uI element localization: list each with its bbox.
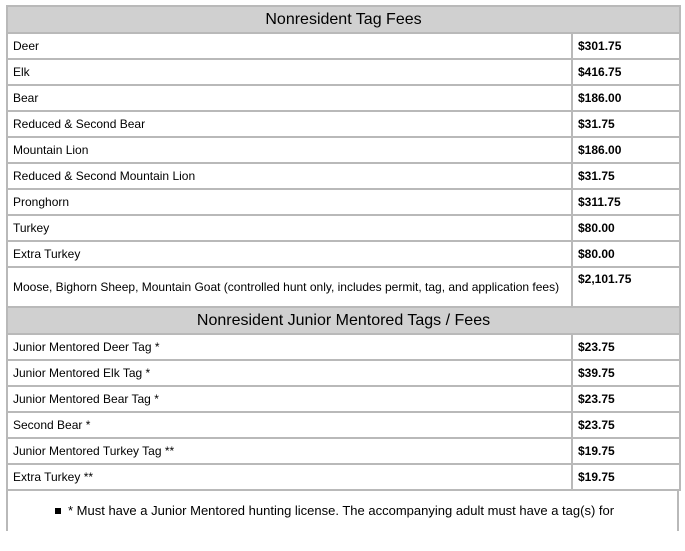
fee-price: $311.75 [572,189,680,215]
fee-price: $80.00 [572,241,680,267]
fee-price: $416.75 [572,59,680,85]
fee-name: Deer [7,33,572,59]
footnote-text: * Must have a Junior Mentored hunting license. The accompanying adult must have a tag(s) for [68,503,615,518]
fee-price: $31.75 [572,163,680,189]
fee-name: Junior Mentored Deer Tag * [7,334,572,360]
fees-document [6,5,679,531]
table-row [7,163,680,189]
table-row [7,137,680,163]
table-row [7,33,680,59]
fee-price: $39.75 [572,360,680,386]
table-row [7,85,680,111]
fee-name: Reduced & Second Mountain Lion [7,163,572,189]
fee-price: $23.75 [572,412,680,438]
fee-name: Junior Mentored Turkey Tag ** [7,438,572,464]
fee-price: $2,101.75 [572,267,680,307]
fee-price: $31.75 [572,111,680,137]
fee-name: Second Bear * [7,412,572,438]
bullet-icon [55,508,61,514]
fee-price: $23.75 [572,334,680,360]
table-row [7,464,680,490]
table-row [7,111,680,137]
section-header-row [7,6,680,33]
fee-name: Moose, Bighorn Sheep, Mountain Goat (controlled hunt only, includes permit, tag, and application fees) [7,267,572,307]
table-row [7,412,680,438]
table-row [7,360,680,386]
fee-name: Reduced & Second Bear [7,111,572,137]
fee-name: Mountain Lion [7,137,572,163]
fee-name: Extra Turkey [7,241,572,267]
table-row [7,189,680,215]
fee-price: $19.75 [572,464,680,490]
footnote-area [6,491,679,531]
fee-price: $186.00 [572,137,680,163]
fee-price: $23.75 [572,386,680,412]
fee-name: Junior Mentored Elk Tag * [7,360,572,386]
fee-name: Turkey [7,215,572,241]
fee-name: Pronghorn [7,189,572,215]
footnote [55,503,614,518]
fee-price: $301.75 [572,33,680,59]
fee-price: $19.75 [572,438,680,464]
table-row [7,215,680,241]
table-row [7,59,680,85]
fee-price: $186.00 [572,85,680,111]
fee-price: $80.00 [572,215,680,241]
section-title-nonresident-tag-fees: Nonresident Tag Fees [7,6,680,33]
fee-name: Bear [7,85,572,111]
table-row [7,438,680,464]
fees-table [6,5,681,491]
section-title-junior-mentored: Nonresident Junior Mentored Tags / Fees [7,307,680,334]
section-header-row [7,307,680,334]
fee-name: Elk [7,59,572,85]
fee-name: Junior Mentored Bear Tag * [7,386,572,412]
table-row [7,267,680,307]
table-row [7,241,680,267]
fee-name: Extra Turkey ** [7,464,572,490]
table-row [7,334,680,360]
table-row [7,386,680,412]
